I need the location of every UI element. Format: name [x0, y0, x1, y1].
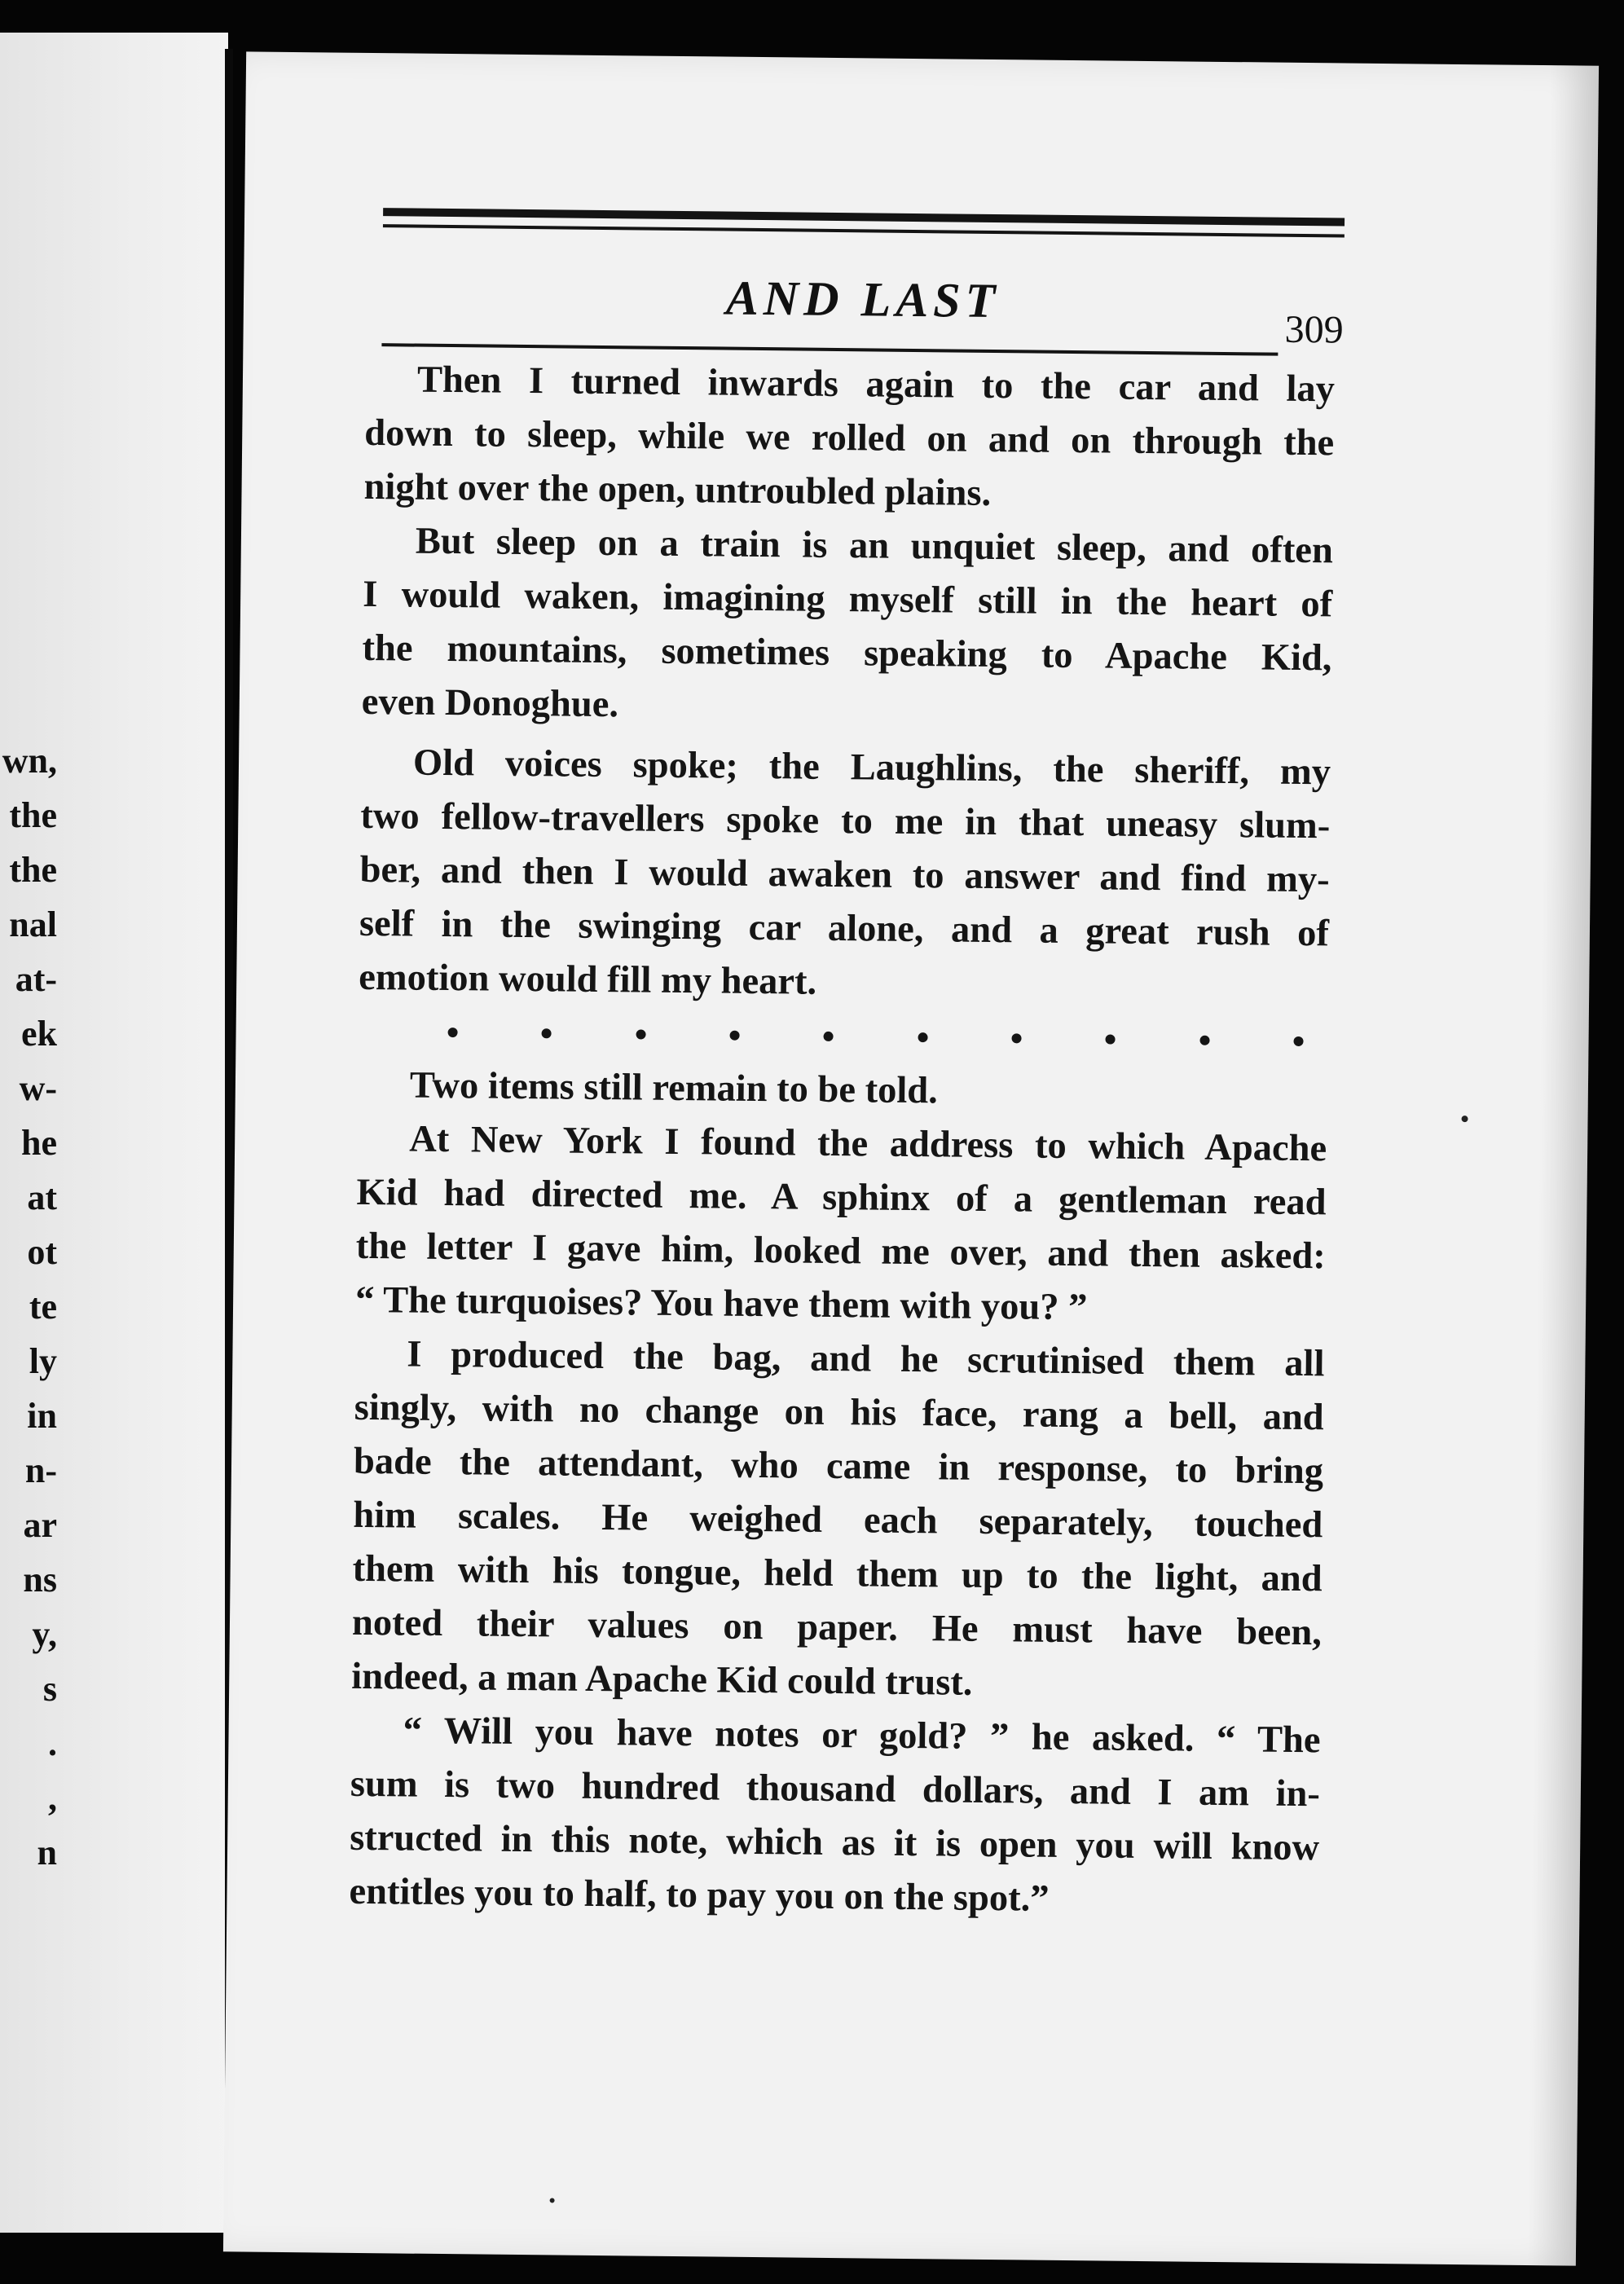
fragment-line: n [37, 1833, 57, 1873]
text-line: Then I turned inwards again to the car and lay [416, 359, 1336, 411]
fragment-line: . [48, 1723, 57, 1763]
separator-dot [729, 1031, 739, 1041]
text-line: him scales. He weighed each separately, touched [353, 1494, 1323, 1547]
header-rule-thin [383, 224, 1345, 237]
separator-dot [636, 1029, 645, 1039]
fragment-line: nal [9, 904, 57, 944]
text-line: night over the open, untroubled plains. [363, 465, 992, 514]
fragment-line: ot [27, 1232, 57, 1272]
separator-dot [1293, 1036, 1303, 1046]
text-line: down to sleep, while we rolled on and on through the [364, 411, 1335, 464]
text-line: Old voices spoke; the Laughlins, the sheriff, my [412, 742, 1331, 794]
section-separator-dots [358, 1005, 1328, 1068]
fragment-line: ek [21, 1014, 57, 1054]
page-number: 309 [1284, 307, 1344, 352]
text-line: But sleep on a train is an unquiet sleep, and often [415, 520, 1334, 572]
text-line: noted their values on paper. He must have been, [351, 1601, 1323, 1654]
separator-dot [824, 1032, 834, 1041]
fragment-line: y, [32, 1614, 57, 1654]
scan-speck [550, 2198, 555, 2203]
text-line: “ Will you have notes or gold? ” he asked. “ The [403, 1710, 1321, 1762]
paragraph [359, 736, 1331, 1014]
fragment-line: n- [24, 1450, 57, 1490]
fragment-line: ly [29, 1341, 57, 1381]
text-line: sum is two hundred thousand dollars, and I am in- [350, 1763, 1321, 1815]
separator-dot [1199, 1036, 1209, 1045]
fragment-line: ar [23, 1505, 57, 1545]
separator-dot [918, 1032, 927, 1042]
fragment-line: at [27, 1177, 57, 1217]
paragraph [351, 1327, 1325, 1714]
text-line: “ The turquoises? You have them with you? ” [354, 1278, 1088, 1329]
fragment-line: wn, [2, 741, 57, 781]
text-line: Two items still remain to be told. [409, 1064, 939, 1112]
text-line: At New York I found the address to which Apache [408, 1118, 1327, 1170]
separator-dot [1011, 1033, 1021, 1043]
text-line: emotion would fill my heart. [359, 956, 817, 1003]
text-line: them with his tongue, held them up to the light, and [352, 1547, 1323, 1600]
paragraph [349, 1704, 1321, 1929]
fragment-line: s [42, 1669, 57, 1709]
text-line: the letter I gave him, looked me over, and then asked: [355, 1225, 1327, 1278]
fragment-line: ns [23, 1560, 57, 1600]
fragment-line: at- [15, 959, 57, 999]
fragment-line: in [27, 1396, 57, 1436]
text-line: ber, and then I would awaken to answer and find my- [359, 848, 1330, 901]
text-line: entitles you to half, to pay you on the spot.” [349, 1870, 1050, 1920]
fragment-line: he [21, 1123, 57, 1163]
text-line: singly, with no change on his face, rang a bell, and [354, 1386, 1324, 1439]
body-text [349, 353, 1335, 1929]
separator-dot [1106, 1034, 1116, 1044]
previous-page-text-fragments [0, 733, 228, 1880]
separator-dot [448, 1028, 458, 1037]
book-page [223, 51, 1599, 2265]
scan-speck [1462, 1116, 1468, 1122]
separator-dot [542, 1028, 552, 1038]
text-line: two fellow-travellers spoke to me in that uneasy slum- [360, 794, 1331, 847]
text-line: Kid had directed me. A sphinx of a gentleman read [356, 1171, 1327, 1224]
fragment-line: the [9, 850, 57, 890]
text-line: indeed, a man Apache Kid could trust. [351, 1655, 973, 1704]
paragraph [363, 353, 1335, 524]
fragment-line: te [29, 1287, 57, 1327]
paragraph [358, 1058, 1328, 1122]
header-rule-thick [383, 208, 1345, 226]
page-edge-shadow [1527, 65, 1599, 2265]
paragraph [355, 1112, 1327, 1337]
text-line: I would waken, imagining myself still in the heart of [362, 573, 1333, 626]
paragraph [361, 514, 1333, 739]
text-line: I produced the bag, and he scrutinised them all [407, 1333, 1325, 1385]
text-line: the mountains, sometimes speaking to Apache Kid, [362, 627, 1332, 680]
fragment-line: w- [19, 1068, 57, 1108]
fragment-line: , [48, 1778, 57, 1818]
text-line: self in the swinging car alone, and a great rush of [359, 902, 1330, 955]
text-line: even Donoghue. [361, 680, 619, 726]
text-line: bade the attendant, who came in response, to bring [353, 1440, 1324, 1493]
text-line: structed in this note, which as it is open you will know [349, 1816, 1320, 1869]
fragment-line: the [9, 795, 57, 835]
running-head: AND LAST [725, 271, 1001, 328]
